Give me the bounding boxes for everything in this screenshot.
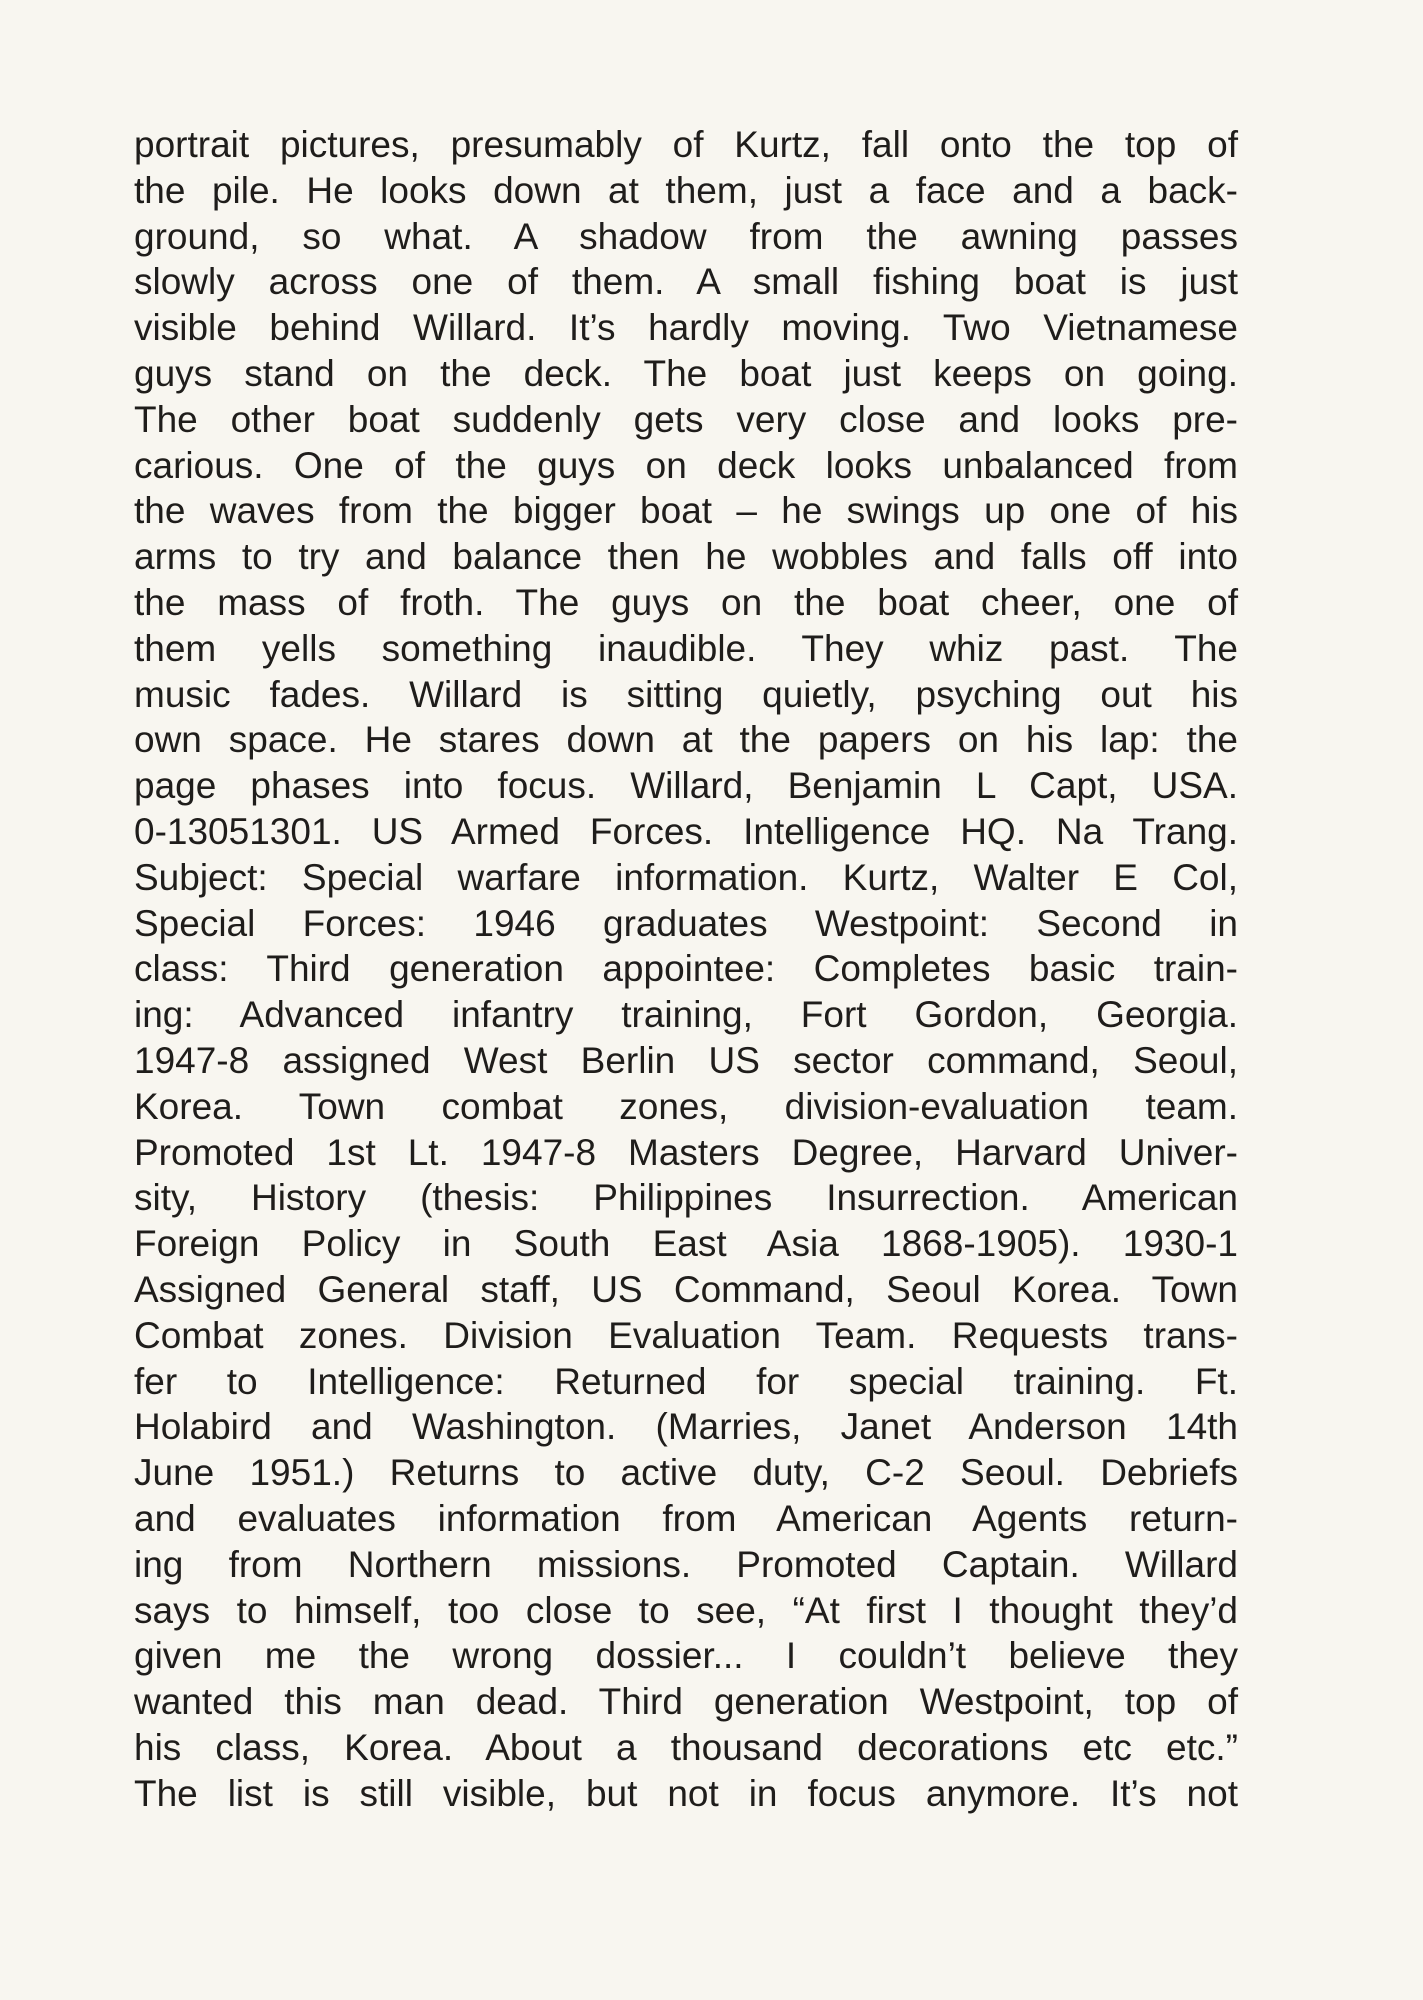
text-line: The list is still visible, but not in focus anymore. It’s not <box>134 1772 1238 1814</box>
text-line: his class, Korea. About a thousand decorations etc etc.” <box>134 1726 1238 1768</box>
text-line: the mass of froth. The guys on the boat cheer, one of <box>134 581 1238 623</box>
text-line: them yells something inaudible. They whiz past. The <box>134 627 1238 669</box>
text-line: and evaluates information from American Agents return- <box>134 1497 1238 1539</box>
text-line: ing from Northern missions. Promoted Captain. Willard <box>134 1543 1238 1585</box>
text-line: 0-13051301. US Armed Forces. Intelligence HQ. Na Trang. <box>134 810 1238 852</box>
text-line: arms to try and balance then he wobbles and falls off into <box>134 536 1238 578</box>
text-line: says to himself, too close to see, “At first I thought they’d <box>134 1589 1238 1631</box>
text-line: carious. One of the guys on deck looks unbalanced from <box>134 444 1238 486</box>
text-line: class: Third generation appointee: Completes basic train- <box>134 948 1238 990</box>
text-line: 1947-8 assigned West Berlin US sector command, Seoul, <box>134 1039 1238 1081</box>
text-line: slowly across one of them. A small fishing boat is just <box>134 261 1238 303</box>
text-line: page phases into focus. Willard, Benjamin L Capt, USA. <box>134 765 1238 807</box>
text-line: Subject: Special warfare information. Kurtz, Walter E Col, <box>134 856 1238 898</box>
text-line: Special Forces: 1946 graduates Westpoint: Second in <box>134 902 1238 944</box>
text-line: given me the wrong dossier... I couldn’t believe they <box>134 1635 1238 1677</box>
text-line: the pile. He looks down at them, just a face and a back- <box>134 169 1238 211</box>
text-line: music fades. Willard is sitting quietly, psyching out his <box>134 673 1238 715</box>
text-line: Foreign Policy in South East Asia 1868-1905). 1930-1 <box>134 1223 1238 1265</box>
text-line: fer to Intelligence: Returned for special training. Ft. <box>134 1360 1238 1402</box>
text-line: The other boat suddenly gets very close and looks pre- <box>134 398 1238 440</box>
text-line: sity, History (thesis: Philippines Insurrection. American <box>134 1177 1238 1219</box>
text-line: Korea. Town combat zones, division-evaluation team. <box>134 1085 1238 1127</box>
text-line: portrait pictures, presumably of Kurtz, fall onto the top of <box>134 124 1238 165</box>
text-line: June 1951.) Returns to active duty, C-2 Seoul. Debriefs <box>134 1452 1238 1494</box>
body-text <box>134 122 1238 1816</box>
text-line: Combat zones. Division Evaluation Team. Requests trans- <box>134 1314 1238 1356</box>
text-line: guys stand on the deck. The boat just keeps on going. <box>134 352 1238 394</box>
text-line: Holabird and Washington. (Marries, Janet Anderson 14th <box>134 1406 1238 1448</box>
text-line: Assigned General staff, US Command, Seoul Korea. Town <box>134 1268 1238 1310</box>
text-line: the waves from the bigger boat – he swings up one of his <box>134 490 1238 532</box>
text-line: visible behind Willard. It’s hardly moving. Two Vietnamese <box>134 307 1238 349</box>
text-line: own space. He stares down at the papers on his lap: the <box>134 719 1238 761</box>
text-line: Promoted 1st Lt. 1947-8 Masters Degree, Harvard Univer- <box>134 1131 1238 1173</box>
text-line: wanted this man dead. Third generation Westpoint, top of <box>134 1681 1238 1723</box>
text-line: ground, so what. A shadow from the awning passes <box>134 215 1238 257</box>
text-line: ing: Advanced infantry training, Fort Gordon, Georgia. <box>134 994 1238 1036</box>
